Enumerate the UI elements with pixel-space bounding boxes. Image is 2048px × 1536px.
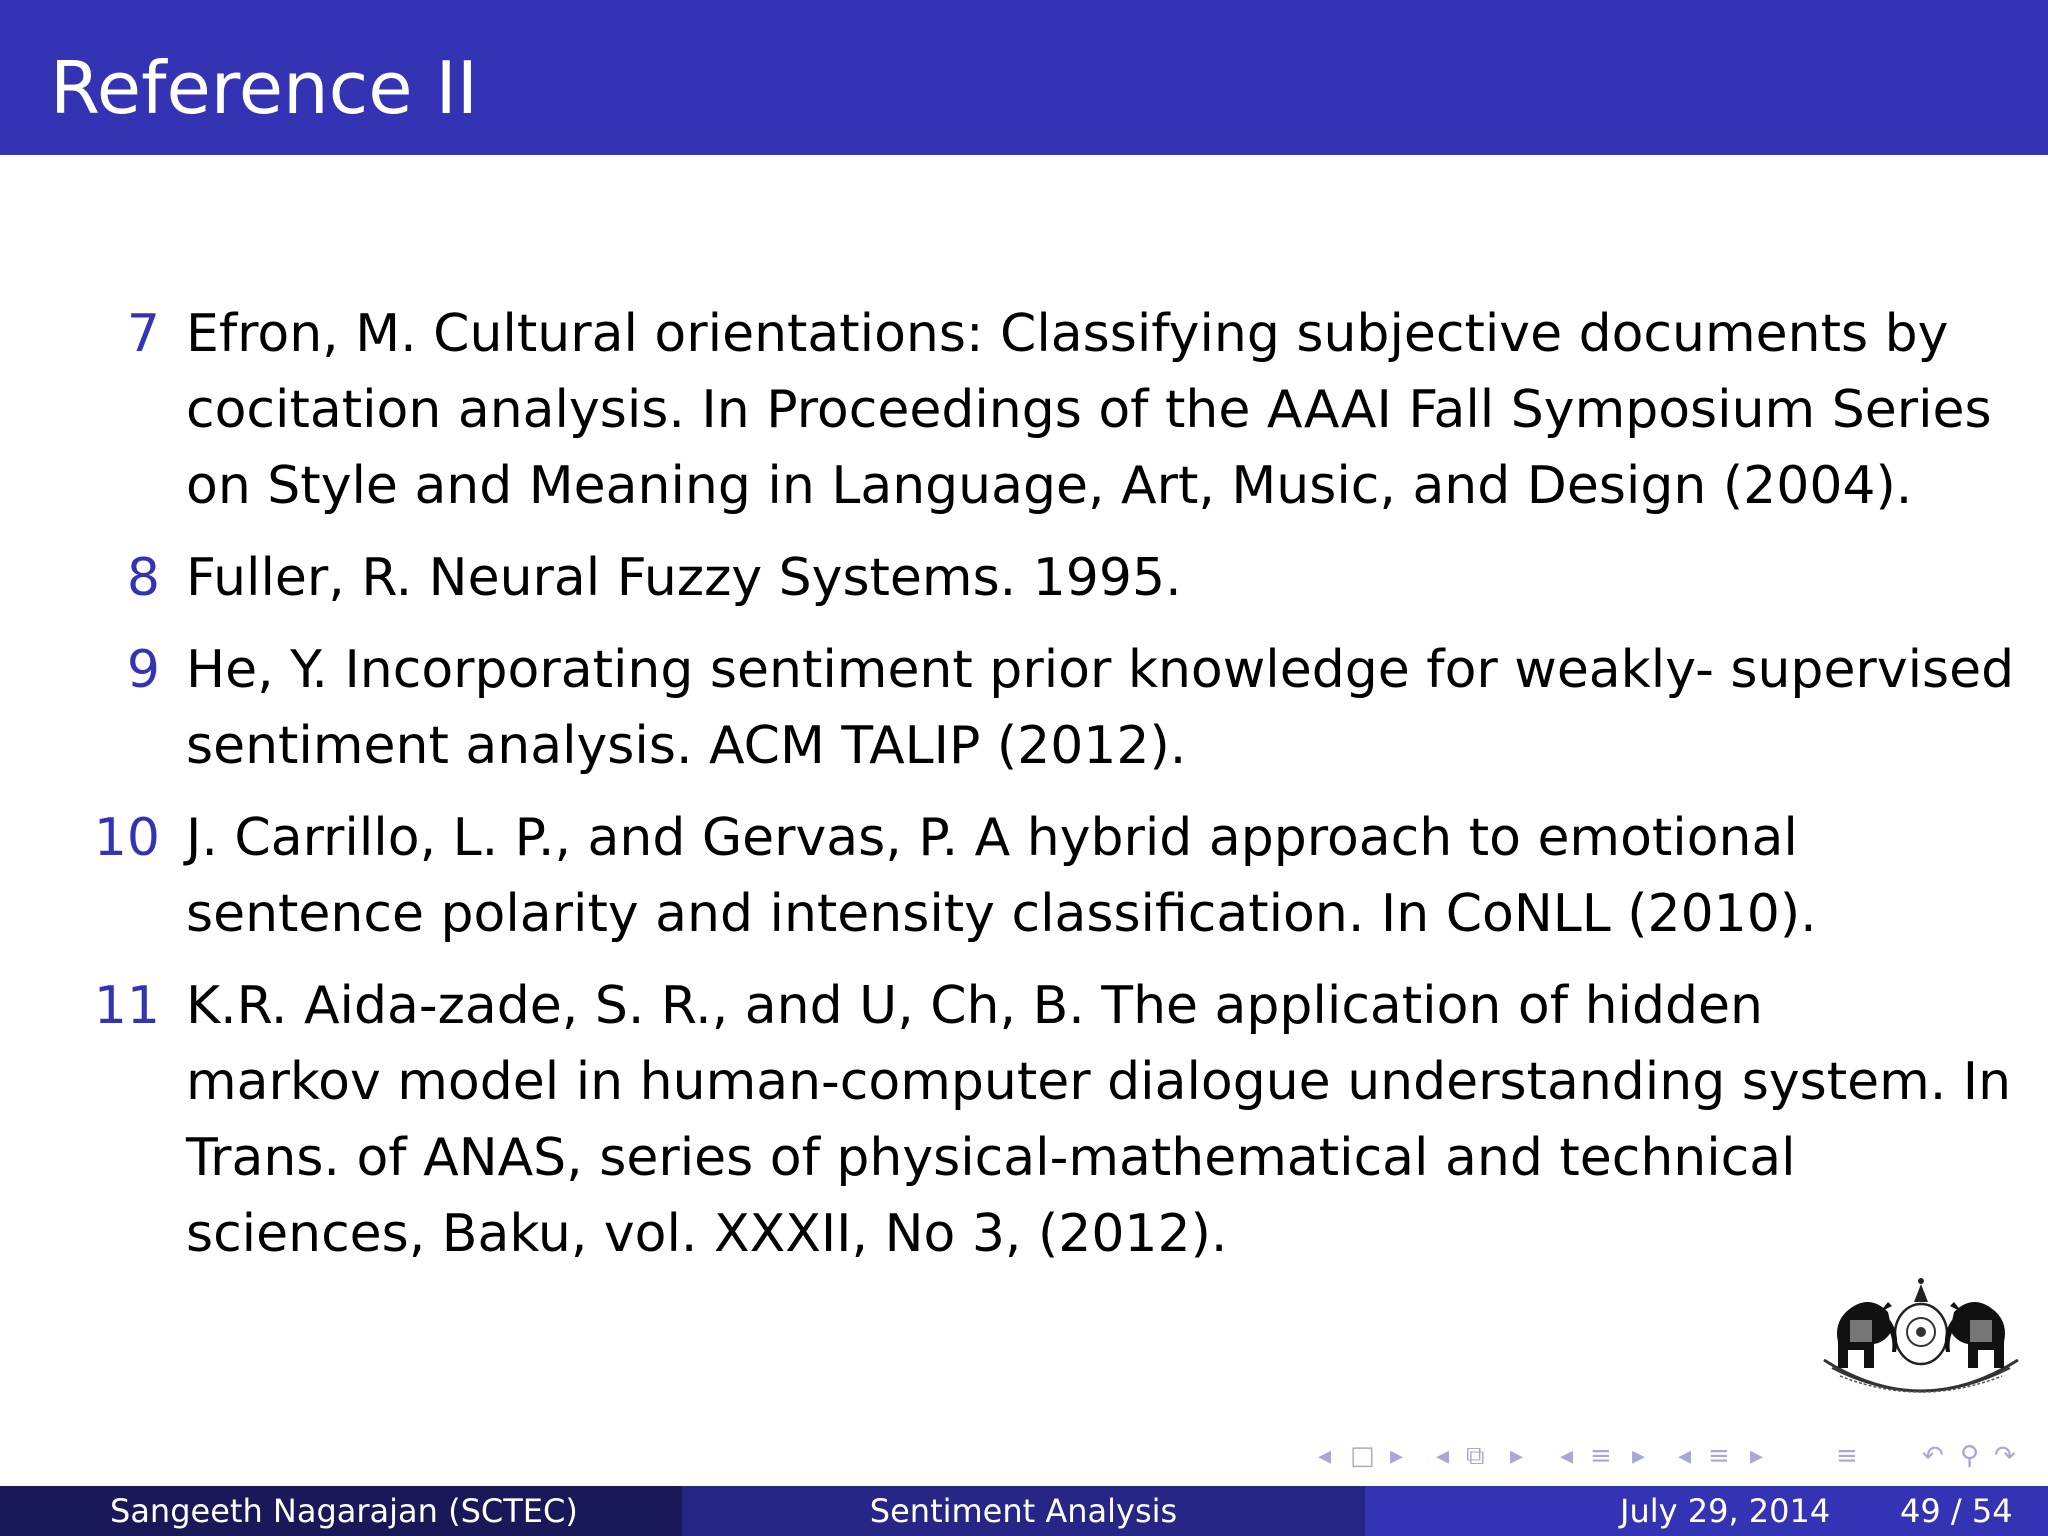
reference-number: 11 <box>93 976 160 1036</box>
reference-line: cocitation analysis. In Proceedings of the AAAI Fall Symposium Series <box>186 380 1992 440</box>
reference-text <box>186 540 2016 616</box>
reference-text <box>186 800 2016 952</box>
reference-line: He, Y. Incorporating sentiment prior knowledge for weakly- supervised <box>186 640 2015 700</box>
nav-frame-prev-icon[interactable]: ◂ <box>1318 1441 1332 1471</box>
footer-author-section <box>0 1486 682 1536</box>
reference-item <box>0 800 2048 952</box>
reference-line: J. Carrillo, L. P., and Gervas, P. A hybrid approach to emotional <box>186 808 1798 868</box>
reference-number: 9 <box>126 640 160 700</box>
nav-section-prev-icon[interactable]: ◂ <box>1560 1441 1574 1471</box>
reference-text <box>186 296 2016 524</box>
reference-text <box>186 632 2016 784</box>
nav-subsection-next-icon[interactable]: ▸ <box>1510 1441 1524 1471</box>
reference-line: sentiment analysis. ACM TALIP (2012). <box>186 716 1187 776</box>
nav-doc-prev-icon[interactable]: ◂ <box>1678 1441 1692 1471</box>
footer-author: Sangeeth Nagarajan (SCTEC) <box>110 1492 578 1530</box>
reference-line: markov model in human-computer dialogue understanding system. In <box>186 1052 2012 1112</box>
reference-line: Trans. of ANAS, series of physical-mathematical and technical <box>186 1128 1796 1188</box>
nav-frame-icon[interactable]: □ <box>1350 1441 1375 1471</box>
reference-line: Efron, M. Cultural orientations: Classifying subjective documents by <box>186 304 1949 364</box>
nav-forward-icon[interactable]: ↷ <box>1994 1441 2016 1471</box>
nav-doc-icon[interactable]: ≡ <box>1708 1441 1730 1471</box>
reference-list <box>0 296 2048 1288</box>
reference-line: sciences, Baku, vol. XXXII, No 3, (2012). <box>186 1204 1228 1264</box>
college-emblem-icon <box>1816 1272 2026 1422</box>
reference-item <box>0 540 2048 616</box>
reference-item <box>0 296 2048 524</box>
nav-toc-icon[interactable]: ≡ <box>1836 1441 1858 1471</box>
footer-date: July 29, 2014 <box>1620 1492 1831 1530</box>
nav-subsection-icon[interactable]: ⧉ <box>1466 1441 1485 1471</box>
reference-number: 8 <box>126 548 160 608</box>
nav-frame-next-icon[interactable]: ▸ <box>1390 1441 1404 1471</box>
reference-line: on Style and Meaning in Language, Art, Music, and Design (2004). <box>186 456 1913 516</box>
footer-title-section <box>682 1486 1365 1536</box>
slide-title: Reference II <box>50 46 478 130</box>
nav-doc-next-icon[interactable]: ▸ <box>1750 1441 1764 1471</box>
reference-line: sentence polarity and intensity classification. In CoNLL (2010). <box>186 884 1817 944</box>
reference-line: K.R. Aida-zade, S. R., and U, Ch, B. The application of hidden <box>186 976 1763 1036</box>
reference-number: 7 <box>126 304 160 364</box>
nav-section-icon[interactable]: ≡ <box>1590 1441 1612 1471</box>
nav-subsection-prev-icon[interactable]: ◂ <box>1436 1441 1450 1471</box>
reference-line: Fuller, R. Neural Fuzzy Systems. 1995. <box>186 548 1182 608</box>
reference-item <box>0 968 2048 1272</box>
nav-search-icon[interactable]: ⚲ <box>1960 1441 1980 1471</box>
reference-number: 10 <box>93 808 160 868</box>
footer-date-section <box>1365 1486 2048 1536</box>
nav-back-icon[interactable]: ↶ <box>1922 1441 1944 1471</box>
footer-bar <box>0 1486 2048 1536</box>
title-bar <box>0 0 2048 155</box>
reference-text <box>186 968 2016 1272</box>
nav-section-next-icon[interactable]: ▸ <box>1632 1441 1646 1471</box>
reference-item <box>0 632 2048 784</box>
footer-page-number: 49 / 54 <box>1900 1492 2013 1530</box>
footer-talk-title: Sentiment Analysis <box>869 1492 1178 1530</box>
